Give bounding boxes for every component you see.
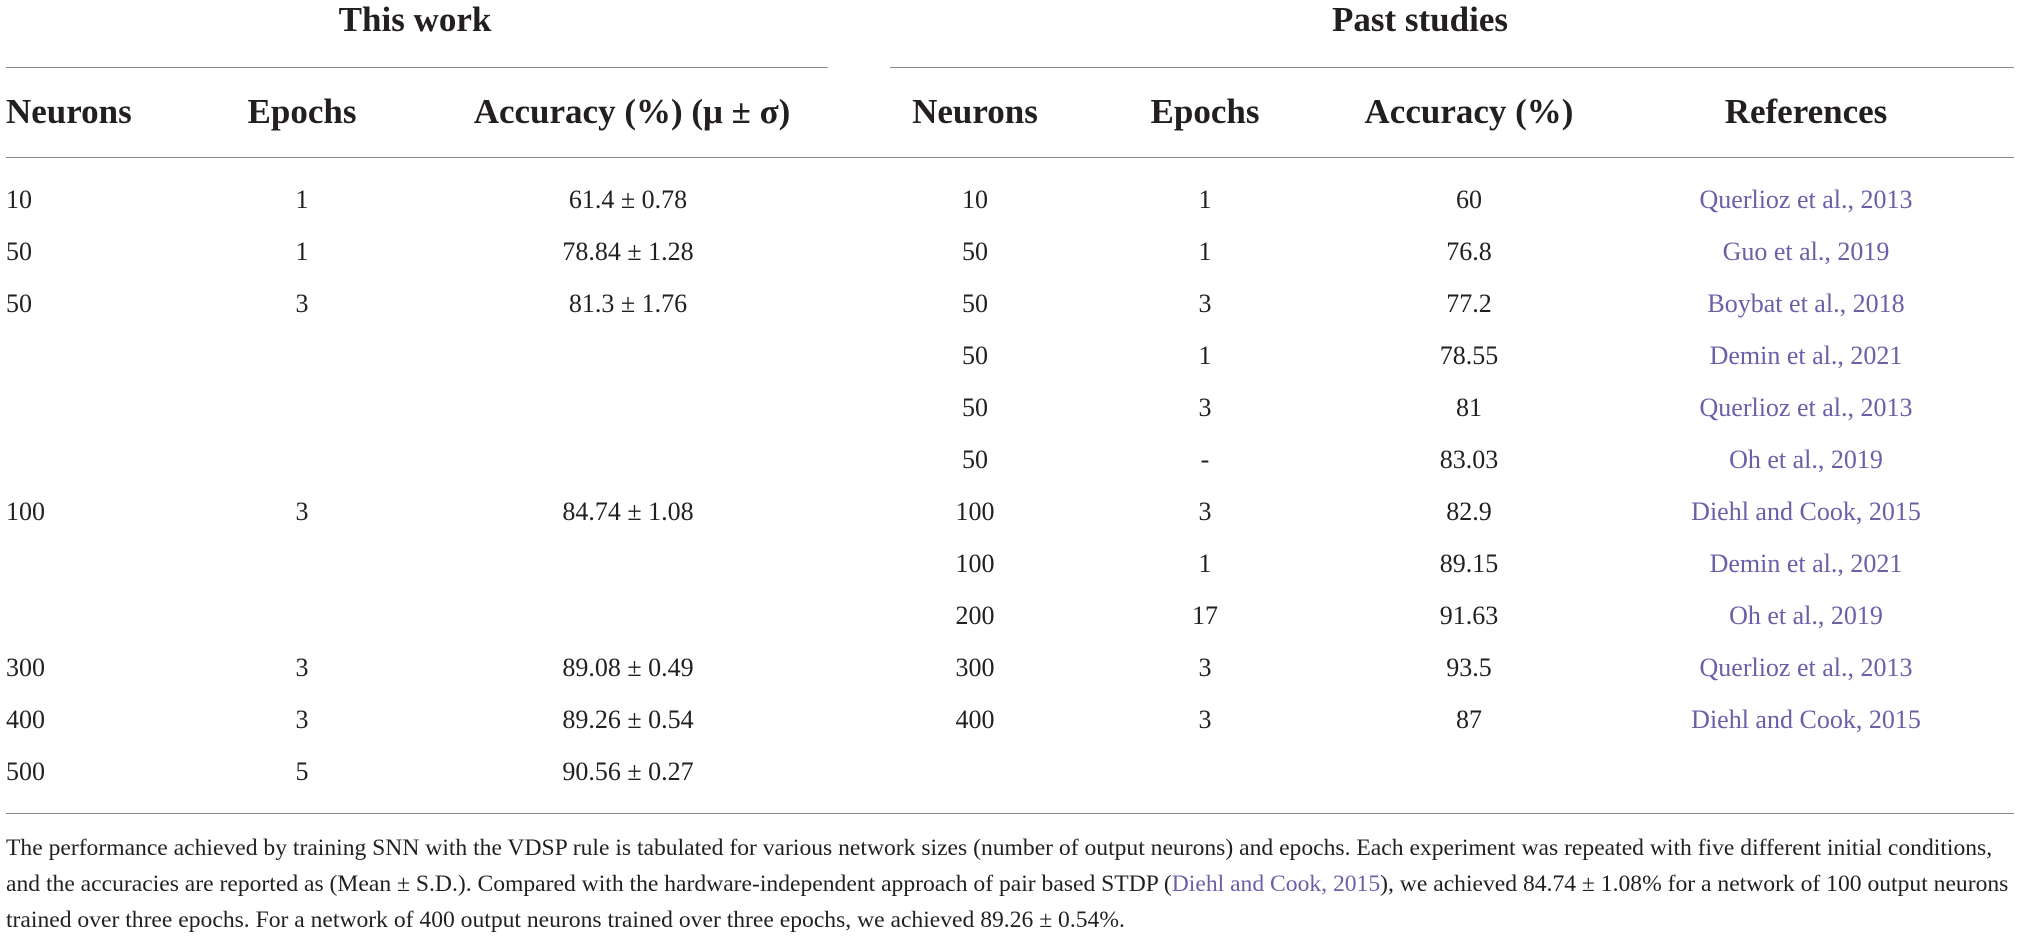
past-reference-cell[interactable]	[1710, 549, 1903, 579]
header-accuracy-past: Accuracy (%)	[1364, 92, 1574, 131]
past-accuracy-cell: 87	[1456, 705, 1482, 734]
past-reference-cell[interactable]	[1729, 445, 1883, 475]
this-work-epochs-cell: 3	[295, 705, 309, 734]
bottom-rule	[6, 813, 2014, 814]
this-work-neurons-cell: 100	[6, 497, 45, 526]
past-epochs-cell: 3	[1198, 653, 1212, 682]
header-epochs-this-work: Epochs	[247, 92, 357, 131]
this-work-neurons-cell: 50	[6, 289, 32, 318]
reference-author[interactable]: Diehl and Cook,	[1691, 497, 1863, 526]
this-work-neurons-cell: 50	[6, 237, 32, 266]
group-title-past-studies: Past studies	[1332, 0, 1508, 39]
this-work-epochs-cell: 1	[295, 185, 309, 214]
past-neurons-cell: 50	[962, 341, 988, 370]
past-neurons-cell: 50	[962, 393, 988, 422]
past-accuracy-cell: 78.55	[1439, 341, 1499, 370]
reference-author[interactable]: Querlioz et al.,	[1699, 185, 1854, 214]
reference-year[interactable]: 2015	[1868, 705, 1921, 734]
reference-year[interactable]: 2015	[1868, 497, 1921, 526]
past-reference-cell[interactable]	[1691, 705, 1921, 735]
past-accuracy-cell: 77.2	[1446, 289, 1492, 318]
past-reference-cell[interactable]	[1691, 497, 1921, 527]
this-work-accuracy-cell: 61.4 ± 0.78	[568, 185, 688, 214]
header-neurons-this-work: Neurons	[6, 92, 132, 131]
footnote-text-1: The performance achieved by training SNN with the VDSP rule is tabulated for various network sizes (number of output neurons) and epochs. Each experiment was repeated with five different initial conditions, and the accuracies are reported as (Mean ± S.D.). Compared with the hardware-independent approach of pair based STDP (	[6, 835, 1993, 897]
reference-year[interactable]: 2019	[1837, 237, 1890, 266]
reference-year[interactable]: 2013	[1860, 653, 1913, 682]
past-epochs-cell: 1	[1198, 341, 1212, 370]
header-rule	[6, 157, 2014, 158]
reference-year[interactable]: 2018	[1852, 289, 1905, 318]
group-rule-past-studies	[890, 67, 2014, 68]
this-work-accuracy-cell: 78.84 ± 1.28	[562, 237, 694, 266]
past-accuracy-cell: 93.5	[1446, 653, 1492, 682]
reference-year[interactable]: 2019	[1830, 601, 1883, 630]
past-reference-cell[interactable]	[1700, 653, 1913, 683]
header-references-past: References	[1724, 92, 1888, 131]
past-reference-cell[interactable]	[1723, 237, 1890, 267]
past-neurons-cell: 50	[962, 237, 988, 266]
reference-author[interactable]: Oh et al.,	[1729, 445, 1825, 474]
past-reference-cell[interactable]	[1729, 601, 1883, 631]
past-neurons-cell: 400	[955, 705, 995, 734]
past-epochs-cell: 1	[1198, 549, 1212, 578]
reference-year[interactable]: 2021	[1850, 549, 1903, 578]
reference-year[interactable]: 2021	[1850, 341, 1903, 370]
reference-year[interactable]: 2013	[1860, 185, 1913, 214]
past-epochs-cell: 3	[1198, 393, 1212, 422]
past-reference-cell[interactable]	[1710, 341, 1903, 371]
reference-author[interactable]: Demin et al.,	[1709, 341, 1844, 370]
reference-year[interactable]: 2019	[1830, 445, 1883, 474]
this-work-epochs-cell: 3	[295, 653, 309, 682]
past-epochs-cell: 1	[1198, 185, 1212, 214]
table-footnote	[6, 830, 2016, 938]
past-epochs-cell: 3	[1198, 289, 1212, 318]
this-work-accuracy-cell: 90.56 ± 0.27	[562, 757, 694, 786]
reference-author[interactable]: Guo et al.,	[1722, 237, 1831, 266]
past-epochs-cell: 3	[1198, 497, 1212, 526]
this-work-neurons-cell: 10	[6, 185, 32, 214]
this-work-epochs-cell: 5	[295, 757, 309, 786]
reference-author[interactable]: Demin et al.,	[1709, 549, 1844, 578]
group-title-this-work: This work	[338, 0, 492, 39]
past-neurons-cell: 100	[955, 549, 995, 578]
reference-author[interactable]: Boybat et al.,	[1707, 289, 1847, 318]
past-accuracy-cell: 91.63	[1439, 601, 1499, 630]
footnote-text-2: ), we achieved 84.74 ± 1.08% for a network of 100 output neurons trained over three epochs. For a network of 400 output neurons trained over three epochs, we achieved 89.26 ± 0.54%.	[6, 871, 2009, 933]
header-neurons-past: Neurons	[912, 92, 1038, 131]
this-work-neurons-cell: 400	[6, 705, 45, 734]
header-epochs-past: Epochs	[1150, 92, 1260, 131]
past-accuracy-cell: 82.9	[1446, 497, 1492, 526]
group-rule-this-work	[6, 67, 828, 68]
this-work-accuracy-cell: 89.08 ± 0.49	[562, 653, 694, 682]
this-work-accuracy-cell: 89.26 ± 0.54	[562, 705, 694, 734]
footnote-citation-link[interactable]: Diehl and Cook, 2015	[1171, 871, 1381, 897]
reference-author[interactable]: Oh et al.,	[1729, 601, 1825, 630]
reference-author[interactable]: Diehl and Cook,	[1691, 705, 1863, 734]
this-work-neurons-cell: 500	[6, 757, 45, 786]
this-work-neurons-cell: 300	[6, 653, 45, 682]
header-accuracy-this-work: Accuracy (%) (μ ± σ)	[473, 92, 791, 131]
past-accuracy-cell: 76.8	[1446, 237, 1492, 266]
past-neurons-cell: 200	[955, 601, 995, 630]
this-work-accuracy-cell: 84.74 ± 1.08	[562, 497, 694, 526]
this-work-epochs-cell: 1	[295, 237, 309, 266]
this-work-accuracy-cell: 81.3 ± 1.76	[568, 289, 688, 318]
past-accuracy-cell: 89.15	[1439, 549, 1499, 578]
past-neurons-cell: 50	[962, 289, 988, 318]
past-epochs-cell: 1	[1198, 237, 1212, 266]
this-work-epochs-cell: 3	[295, 497, 309, 526]
past-reference-cell[interactable]	[1700, 185, 1913, 215]
past-neurons-cell: 300	[955, 653, 995, 682]
past-epochs-cell: 3	[1198, 705, 1212, 734]
reference-year[interactable]: 2013	[1860, 393, 1913, 422]
past-reference-cell[interactable]	[1707, 289, 1904, 319]
this-work-epochs-cell: 3	[295, 289, 309, 318]
past-accuracy-cell: 60	[1456, 185, 1482, 214]
past-accuracy-cell: 81	[1456, 393, 1482, 422]
past-reference-cell[interactable]	[1700, 393, 1913, 423]
past-neurons-cell: 10	[962, 185, 988, 214]
past-epochs-cell: -	[1200, 445, 1210, 474]
reference-author[interactable]: Querlioz et al.,	[1699, 393, 1854, 422]
past-neurons-cell: 50	[962, 445, 988, 474]
reference-author[interactable]: Querlioz et al.,	[1699, 653, 1854, 682]
past-accuracy-cell: 83.03	[1439, 445, 1499, 474]
past-neurons-cell: 100	[955, 497, 995, 526]
past-epochs-cell: 17	[1192, 601, 1218, 630]
